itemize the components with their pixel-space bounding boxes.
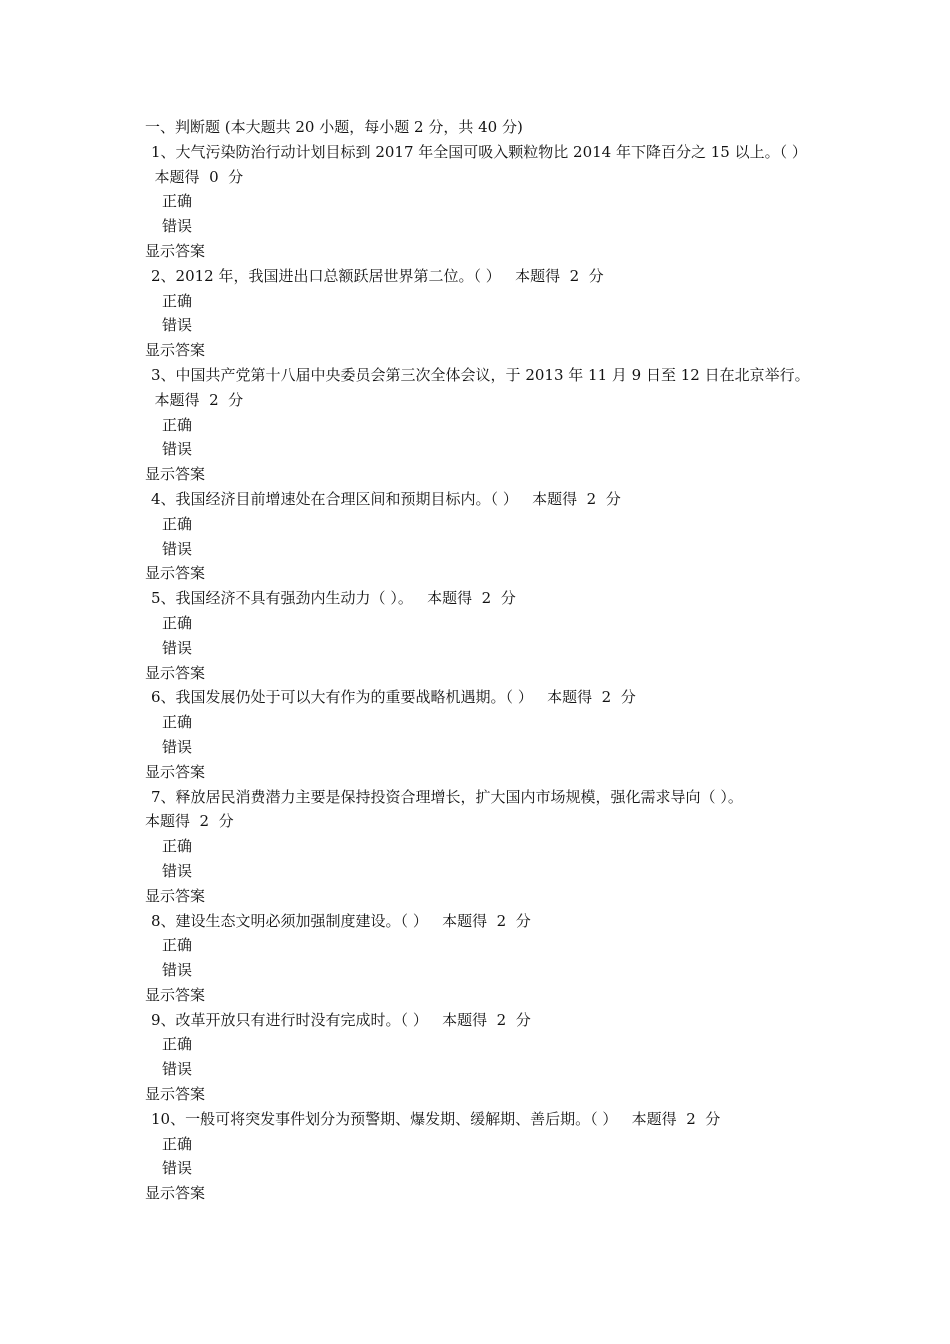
show-answer-link[interactable]: 显示答案: [145, 886, 206, 905]
question-text: [145, 363, 825, 413]
option-correct[interactable]: 正确: [162, 291, 193, 310]
option-correct[interactable]: 正确: [162, 713, 193, 732]
question-text: [145, 140, 825, 190]
option-wrong[interactable]: 错误: [162, 539, 193, 558]
option-wrong[interactable]: 错误: [162, 316, 193, 335]
question-score: 本题得 2 分: [500, 266, 604, 285]
show-answer-link[interactable]: 显示答案: [145, 663, 206, 682]
question-text: [145, 264, 825, 289]
question-score: 本题得 2 分: [427, 1010, 531, 1029]
question-1: [145, 140, 825, 264]
question-stem: 2、2012 年，我国进出口总额跃居世界第二位。（ ）: [151, 266, 501, 285]
option-correct[interactable]: 正确: [162, 613, 193, 632]
question-stem: 3、中国共产党第十八届中央委员会第三次全体会议，于 2013 年 11 月 9 日至 12 日在北京举行。: [151, 365, 810, 384]
question-text: [145, 685, 825, 710]
question-6: [145, 685, 825, 784]
show-answer-link[interactable]: 显示答案: [145, 564, 206, 583]
option-wrong[interactable]: 错误: [162, 961, 193, 980]
question-score: 本题得 0 分: [145, 167, 244, 186]
show-answer-link[interactable]: 显示答案: [145, 465, 206, 484]
question-stem: 6、我国发展仍处于可以大有作为的重要战略机遇期。（ ）: [151, 688, 533, 707]
question-8: [145, 909, 825, 1008]
option-wrong[interactable]: 错误: [162, 1060, 193, 1079]
question-stem: 5、我国经济不具有强劲内生动力（ ）。: [151, 589, 413, 608]
option-wrong[interactable]: 错误: [162, 1159, 193, 1178]
question-4: [145, 487, 825, 586]
show-answer-link[interactable]: 显示答案: [145, 762, 206, 781]
question-text: [145, 487, 825, 512]
question-stem: 1、大气污染防治行动计划目标到 2017 年全国可吸入颗粒物比 2014 年下降百分之 15 以上。（ ）: [151, 142, 807, 161]
option-correct[interactable]: 正确: [162, 1035, 193, 1054]
option-correct[interactable]: 正确: [162, 936, 193, 955]
quiz-page: [145, 115, 825, 1206]
option-wrong[interactable]: 错误: [162, 440, 193, 459]
option-wrong[interactable]: 错误: [162, 217, 193, 236]
question-9: [145, 1008, 825, 1107]
show-answer-link[interactable]: 显示答案: [145, 341, 206, 360]
question-score: 本题得 2 分: [427, 911, 531, 930]
section-title: 一、判断题 (本大题共 20 小题，每小题 2 分，共 40 分): [145, 118, 523, 136]
question-stem: 8、建设生态文明必须加强制度建设。（ ）: [151, 911, 428, 930]
show-answer-link[interactable]: 显示答案: [145, 1085, 206, 1104]
question-score: 本题得 2 分: [617, 1109, 721, 1128]
option-wrong[interactable]: 错误: [162, 638, 193, 657]
question-text: [145, 1107, 825, 1132]
question-text: [145, 1008, 825, 1033]
question-2: [145, 264, 825, 363]
question-score: 本题得 2 分: [532, 688, 636, 707]
question-10: [145, 1107, 825, 1206]
option-correct[interactable]: 正确: [162, 514, 193, 533]
question-text: [145, 586, 825, 611]
show-answer-link[interactable]: 显示答案: [145, 985, 206, 1004]
question-5: [145, 586, 825, 685]
option-correct[interactable]: 正确: [162, 837, 193, 856]
question-text: [145, 909, 825, 934]
option-correct[interactable]: 正确: [162, 192, 193, 211]
show-answer-link[interactable]: 显示答案: [145, 1184, 206, 1203]
question-stem: 4、我国经济目前增速处在合理区间和预期目标内。（ ）: [151, 489, 518, 508]
question-score: 本题得 2 分: [412, 589, 516, 608]
question-text: [145, 785, 825, 835]
question-stem: 7、释放居民消费潜力主要是保持投资合理增长，扩大国内市场规模，强化需求导向（ ）。: [151, 787, 743, 806]
option-correct[interactable]: 正确: [162, 415, 193, 434]
question-stem: 9、改革开放只有进行时没有完成时。（ ）: [151, 1010, 428, 1029]
question-score: 本题得 2 分: [517, 489, 621, 508]
question-stem: 10、一般可将突发事件划分为预警期、爆发期、缓解期、善后期。（ ）: [151, 1109, 618, 1128]
question-7: [145, 785, 825, 909]
option-wrong[interactable]: 错误: [162, 861, 193, 880]
question-score: 本题得 2 分: [145, 390, 244, 409]
option-correct[interactable]: 正确: [162, 1134, 193, 1153]
question-3: [145, 363, 825, 487]
option-wrong[interactable]: 错误: [162, 737, 193, 756]
show-answer-link[interactable]: 显示答案: [145, 241, 206, 260]
question-score: 本题得 2 分: [145, 812, 234, 831]
